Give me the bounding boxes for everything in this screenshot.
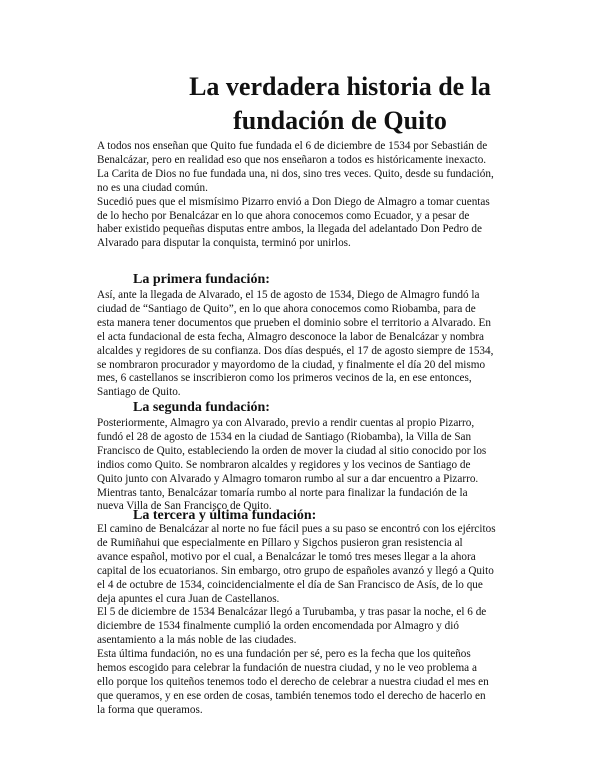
text-line: Francisco de Quito, estableciendo la orden de mover la ciudad al sitio conocido por los bbox=[97, 444, 487, 457]
section-heading-tercera: La tercera y última fundación: bbox=[133, 508, 317, 523]
section-heading-segunda: La segunda fundación: bbox=[133, 400, 270, 415]
text-line: el acta fundacional de esta fecha, Almagro desconoce la labor de Benalcázar y nombra bbox=[97, 330, 485, 343]
text-line: capital de los ecuatorianos. Sin embargo, otro grupo de españoles avanzó y llegó a Quito bbox=[97, 564, 494, 577]
section-body-tercera bbox=[97, 523, 517, 718]
text-line: Quito junto con Alvarado y Almagro tomaron rumbo al sur a dar encuentro a Pizarro. bbox=[97, 472, 479, 485]
text-line: mes, 6 castellanos se inscribieron como los primeros vecinos de la, en ese entonces, bbox=[97, 372, 472, 385]
text-line: indios como Quito. Se nombraron alcaldes y regidores y los vecinos de Santiago de bbox=[97, 458, 471, 471]
section-body-primera bbox=[97, 289, 517, 400]
text-line: no es una ciudad común. bbox=[97, 181, 208, 194]
text-line: El camino de Benalcázar al norte no fue fácil pues a su paso se encontró con los ejércitos bbox=[97, 523, 496, 535]
text-line: haber existido pequeñas disputas entre ambos, la llegada del adelantado Don Pedro de bbox=[97, 223, 482, 236]
text-line: diciembre de 1534 finalmente cumplió la orden encomendada por Almagro y dió bbox=[97, 620, 459, 633]
text-line: El 5 de diciembre de 1534 Benalcázar llegó a Turubamba, y tras pasar la noche, el 6 de bbox=[97, 606, 487, 619]
paragraph bbox=[97, 417, 517, 514]
text-line: de Rumiñahui que especialmente en Píllaro y Sigchos pusieron gran resistencia al bbox=[97, 536, 463, 549]
text-line: avance español, motivo por el cual, a Benalcázar le tomó tres meses llegar a la ahora bbox=[97, 550, 476, 563]
title-line-1: La verdadera historia de la bbox=[189, 72, 491, 101]
text-line: alcaldes y regidores de su confianza. Dos días después, el 17 de agosto siempre de 1534, bbox=[97, 344, 494, 357]
text-line: Santiago de Quito. bbox=[97, 386, 181, 399]
paragraph bbox=[97, 606, 517, 648]
text-line: de lo hecho por Benalcázar en lo que ahora conocemos como Ecuador, y a pesar de bbox=[97, 209, 470, 222]
text-line: Posteriormente, Almagro ya con Alvarado, previo a rendir cuentas al propio Pizarro, bbox=[97, 417, 475, 429]
text-line: Así, ante la llegada de Alvarado, el 15 de agosto de 1534, Diego de Almagro fundó la bbox=[97, 289, 480, 301]
paragraph bbox=[97, 648, 517, 718]
text-line: ello porque los quiteños tenemos todo el derecho de celebrar a nuestra ciudad el mes en bbox=[97, 675, 489, 688]
text-line: Benalcázar, pero en realidad eso que nos enseñaron a todos es históricamente inexacto. bbox=[97, 153, 487, 166]
text-line: deja apuntes el cura Juan de Castellanos. bbox=[97, 592, 280, 605]
paragraph bbox=[97, 140, 517, 196]
paragraph bbox=[97, 196, 517, 252]
document-title bbox=[120, 70, 560, 138]
text-line: A todos nos enseñan que Quito fue fundada el 6 de diciembre de 1534 por Sebastián de bbox=[97, 140, 488, 152]
section-heading-primera: La primera fundación: bbox=[133, 272, 270, 287]
text-line: esta manera tener documentos que prueben el dominio sobre el territorio a Alvarado. En bbox=[97, 316, 491, 329]
text-line: La Carita de Dios no fue fundada una, ni dos, sino tres veces. Quito, desde su fundación, bbox=[97, 167, 494, 180]
text-line: Esta última fundación, no es una fundación per sé, pero es la fecha que los quiteños bbox=[97, 648, 471, 661]
paragraph bbox=[97, 289, 517, 400]
text-line: asentamiento a la más noble de las ciudades. bbox=[97, 634, 297, 647]
text-line: Alvarado para disputar la conquista, terminó por unirlos. bbox=[97, 237, 351, 250]
text-line: la forma que queramos. bbox=[97, 703, 203, 716]
title-line-2: fundación de Quito bbox=[233, 106, 447, 135]
paragraph bbox=[97, 523, 517, 606]
intro-section bbox=[97, 140, 517, 251]
text-line: ciudad de “Santiago de Quito”, en lo que ahora conocemos como Riobamba, para de bbox=[97, 302, 476, 315]
text-line: Sucedió pues que el mismísimo Pizarro envió a Don Diego de Almagro a tomar cuentas bbox=[97, 195, 490, 208]
text-line: fundó el 28 de agosto de 1534 en la ciudad de Santiago (Riobamba), la Villa de San bbox=[97, 430, 472, 443]
section-body-segunda bbox=[97, 417, 517, 514]
text-line: se nombraron procurador y mayordomo de la ciudad, y finalmente el día 20 del mismo bbox=[97, 358, 486, 371]
text-line: hemos escogido para celebrar la fundación de nuestra ciudad, y no le veo problema a bbox=[97, 662, 477, 675]
text-line: nueva Villa de San Francisco de Quito. bbox=[97, 500, 272, 513]
text-line: que queramos, y en ese orden de cosas, también tenemos todo el derecho de hacerlo en bbox=[97, 689, 486, 702]
text-line: Mientras tanto, Benalcázar tomaría rumbo al norte para finalizar la fundación de la bbox=[97, 486, 468, 499]
text-line: el 4 de octubre de 1534, coincidencialmente el día de San Francisco de Asís, de lo que bbox=[97, 578, 483, 591]
